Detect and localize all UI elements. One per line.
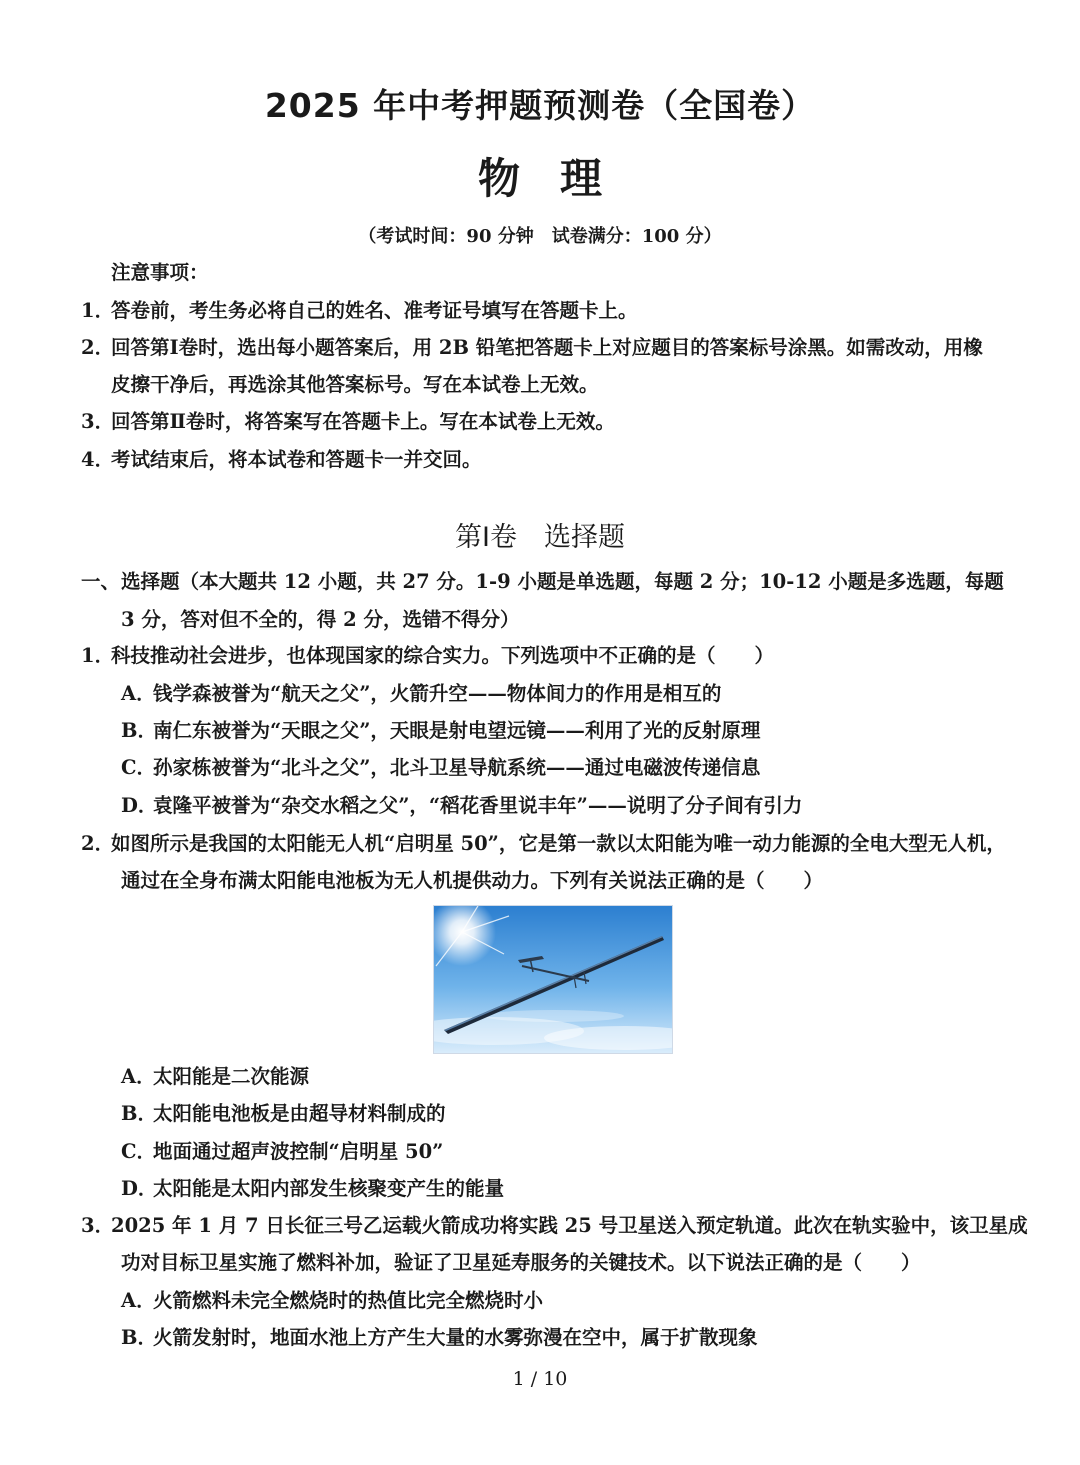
question-stem: 如图所示是我国的太阳能无人机“启明星 50”，它是第一款以太阳能为唯一动力能源的全电大型无人机，	[111, 832, 1006, 855]
note-number: 3．	[81, 410, 115, 433]
question-stem: 科技推动社会进步，也体现国家的综合实力。下列选项中不正确的是（ ）	[111, 644, 775, 667]
note-text: 皮擦干净后，再选涂其他答案标号。写在本试卷上无效。	[111, 373, 599, 396]
note-text: 考试结束后，将本试卷和答题卡一并交回。	[111, 448, 482, 471]
question-number: 1．	[81, 644, 115, 667]
exam-info: （考试时间：90 分钟 试卷满分：100 分）	[358, 226, 722, 247]
option-label: A．	[121, 1289, 156, 1312]
option-label: C．	[121, 756, 157, 779]
option-label: A．	[121, 1065, 156, 1088]
question-number: 3．	[81, 1214, 115, 1237]
option-text: 火箭燃料未完全燃烧时的热值比完全燃烧时小	[153, 1289, 544, 1312]
note-text: 回答第Ⅰ卷时，选出每小题答案后，用 2B 铅笔把答题卡上对应题目的答案标号涂黑。如需改动，用橡	[111, 336, 983, 359]
question-stem: 2025 年 1 月 7 日长征三号乙运载火箭成功将实践 25 号卫星送入预定轨道。此次在轨实验中，该卫星成	[111, 1214, 1028, 1237]
option-text: 孙家栋被誉为“北斗之父”，北斗卫星导航系统——通过电磁波传递信息	[153, 756, 761, 779]
option-label: D．	[121, 794, 158, 817]
option-text: 袁隆平被誉为“杂交水稻之父”，“稻花香里说丰年”——说明了分子间有引力	[153, 794, 803, 817]
option-text: 钱学森被誉为“航天之父”，火箭升空——物体间力的作用是相互的	[153, 682, 722, 705]
part-number: 一、	[81, 570, 121, 593]
section-title: 第Ⅰ卷 选择题	[455, 522, 625, 553]
option-text: 火箭发射时，地面水池上方产生大量的水雾弥漫在空中，属于扩散现象	[153, 1326, 758, 1349]
option-label: C．	[121, 1140, 157, 1163]
option-label: A．	[121, 682, 156, 705]
part-description: 3 分，答对但不全的，得 2 分，选错不得分）	[121, 608, 520, 631]
solar-drone-illustration	[434, 906, 672, 1053]
option-text: 太阳能电池板是由超导材料制成的	[153, 1102, 446, 1125]
page-number: 1 / 10	[512, 1368, 568, 1390]
question-stem: 通过在全身布满太阳能电池板为无人机提供动力。下列有关说法正确的是（ ）	[121, 869, 824, 892]
option-label: B．	[121, 1102, 157, 1125]
note-number: 2．	[81, 336, 115, 359]
exam-title: 2025 年中考押题预测卷（全国卷）	[264, 86, 816, 125]
question-number: 2．	[81, 832, 115, 855]
note-text: 回答第Ⅱ卷时，将答案写在答题卡上。写在本试卷上无效。	[111, 410, 615, 433]
part-description: 选择题（本大题共 12 小题，共 27 分。1-9 小题是单选题，每题 2 分；10-12 小题是多选题，每题	[121, 570, 1004, 593]
note-text: 答卷前，考生务必将自己的姓名、准考证号填写在答题卡上。	[111, 299, 638, 322]
note-number: 1．	[81, 299, 115, 322]
option-text: 地面通过超声波控制“启明星 50”	[153, 1140, 444, 1163]
option-text: 太阳能是二次能源	[153, 1065, 310, 1088]
option-text: 南仁东被誉为“天眼之父”，天眼是射电望远镜——利用了光的反射原理	[153, 719, 761, 742]
option-text: 太阳能是太阳内部发生核聚变产生的能量	[153, 1177, 505, 1200]
notes-heading: 注意事项：	[111, 261, 209, 284]
option-label: B．	[121, 1326, 157, 1349]
option-label: B．	[121, 719, 157, 742]
option-label: D．	[121, 1177, 158, 1200]
subject-title: 物理	[477, 154, 642, 203]
solar-drone-photo	[433, 905, 673, 1054]
question-stem: 功对目标卫星实施了燃料补加，验证了卫星延寿服务的关键技术。以下说法正确的是（ ）	[121, 1251, 921, 1274]
note-number: 4．	[81, 448, 115, 471]
